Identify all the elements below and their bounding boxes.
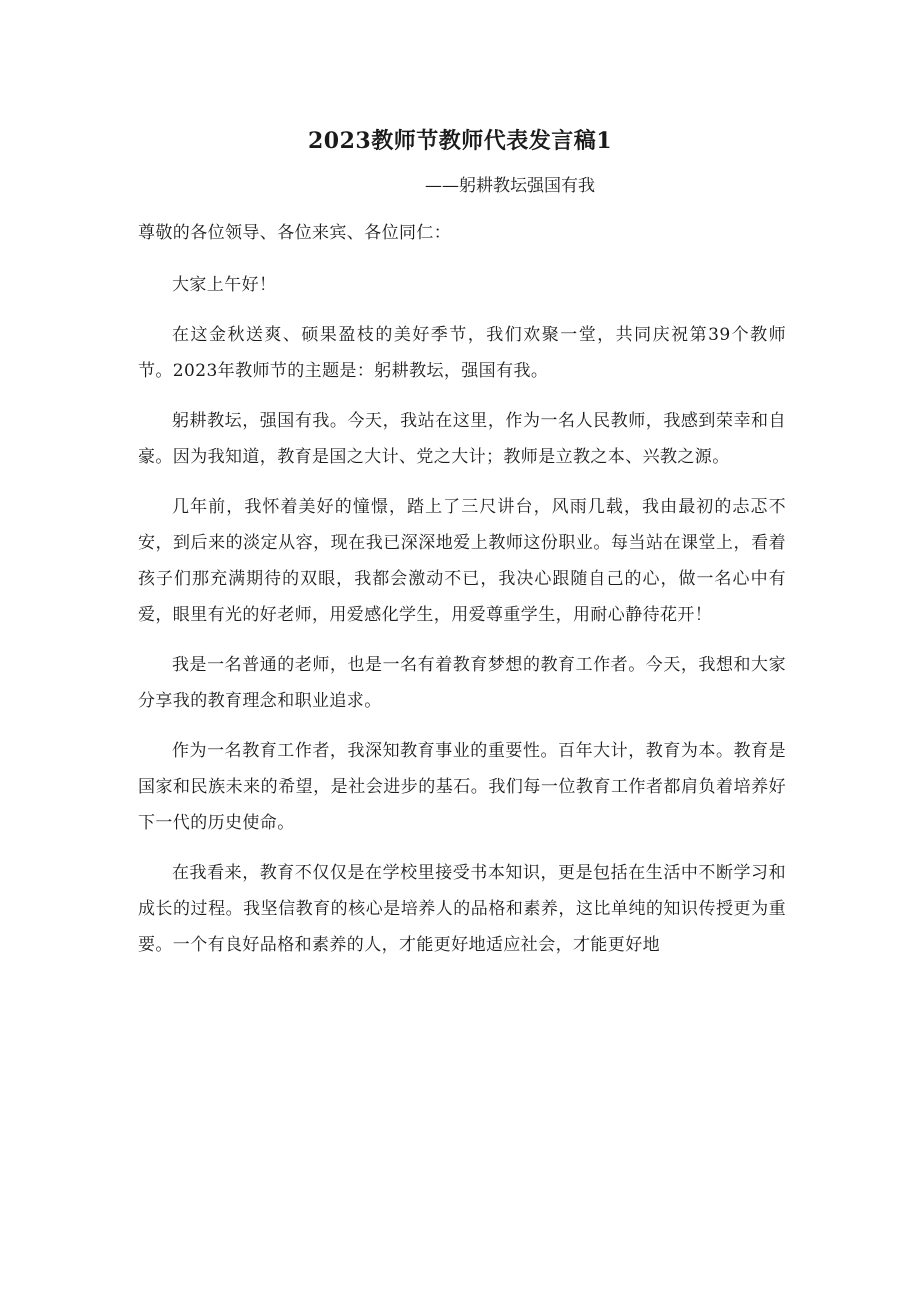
paragraph: 在这金秋送爽、硕果盈枝的美好季节，我们欢聚一堂，共同庆祝第39个教师节。2023年教师节的主题是：躬耕教坛，强国有我。: [138, 325, 786, 381]
paragraph: 在我看来，教育不仅仅是在学校里接受书本知识，更是包括在生活中不断学习和成长的过程。我坚信教育的核心是培养人的品格和素养，这比单纯的知识传授更为重要。一个有良好品格和素养的人，才能更好地适应社会，才能更好地: [138, 863, 786, 955]
paragraph: 躬耕教坛，强国有我。今天，我站在这里，作为一名人民教师，我感到荣幸和自豪。因为我知道，教育是国之大计、党之大计；教师是立教之本、兴教之源。: [138, 411, 786, 467]
paragraph: 我是一名普通的老师，也是一名有着教育梦想的教育工作者。今天，我想和大家分享我的教育理念和职业追求。: [138, 655, 786, 711]
document-title: 2023教师节教师代表发言稿1: [307, 128, 613, 154]
paragraph: 大家上午好！: [172, 275, 277, 295]
document-subtitle: ——躬耕教坛强国有我: [425, 176, 595, 196]
paragraph: 作为一名教育工作者，我深知教育事业的重要性。百年大计，教育为本。教育是国家和民族未来的希望，是社会进步的基石。我们每一位教育工作者都肩负着培养好下一代的历史使命。: [138, 741, 786, 833]
document-body: [138, 215, 786, 977]
paragraph: 几年前，我怀着美好的憧憬，踏上了三尺讲台，风雨几载，我由最初的忐忑不安，到后来的淡定从容，现在我已深深地爱上教师这份职业。每当站在课堂上，看着孩子们那充满期待的双眼，我都会激动不已，我决心跟随自己的心，做一名心中有爱，眼里有光的好老师，用爱感化学生，用爱尊重学生，用耐心静待花开！: [138, 497, 786, 625]
salutation: 尊敬的各位领导、各位来宾、各位同仁：: [138, 223, 452, 243]
